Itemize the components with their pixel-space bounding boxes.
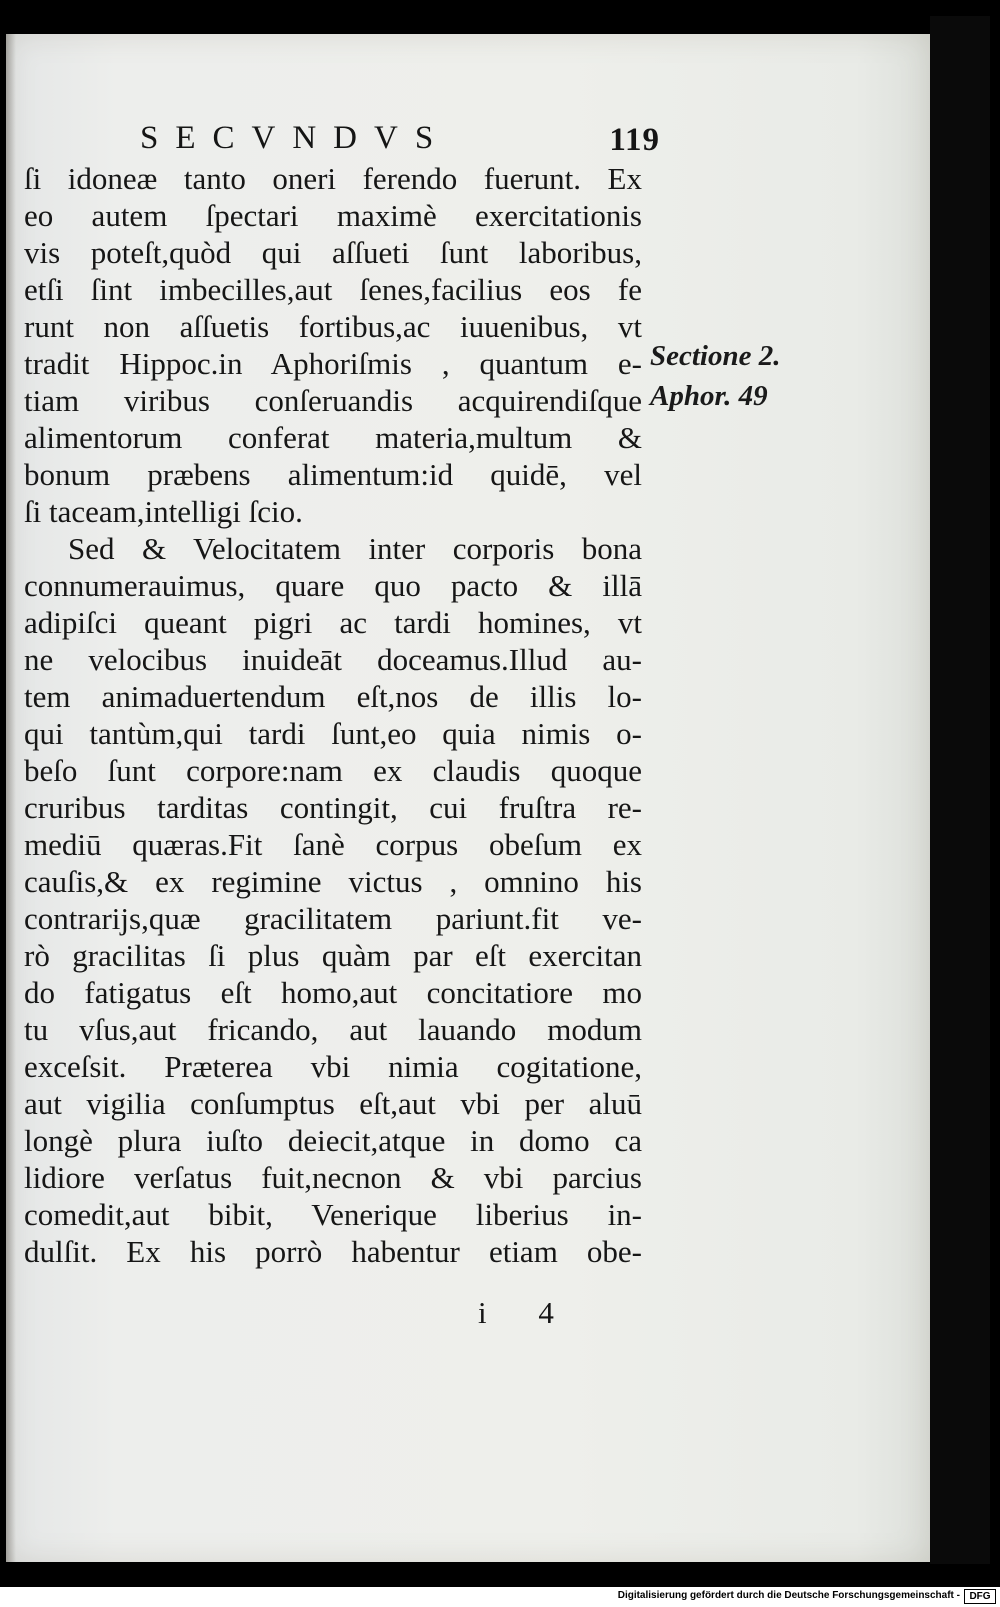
text-line: tem animaduertendum eſt,nos de illis lo- [24, 679, 642, 714]
body-text [24, 160, 642, 1270]
text-line: lidiore verſatus fuit,necnon & vbi parcius [24, 1160, 642, 1195]
margin-note [650, 336, 790, 416]
text-line: ſi taceam,intelligi ſcio. [24, 494, 303, 529]
text-line: alimentorum conferat materia,multum & [24, 420, 642, 455]
text-line: runt non aſſuetis fortibus,ac iuuenibus, vt [24, 309, 642, 344]
margin-note-line: Sectione 2. [650, 340, 781, 372]
text-line: beſo ſunt corpore:nam ex claudis quoque [24, 753, 642, 788]
page-number: 119 [609, 122, 660, 158]
text-line: rò gracilitas ſi plus quàm par eſt exercitan [24, 938, 642, 973]
signature-mark: i 4 [478, 1295, 576, 1330]
text-line: eo autem ſpectari maximè exercitationis [24, 198, 642, 233]
text-line: vis poteſt,quòd qui aſſueti ſunt laboribus, [24, 235, 642, 270]
text-line: do fatigatus eſt homo,aut concitatiore mo [24, 975, 642, 1010]
page-gutter-shadow [6, 34, 16, 1562]
text-line: exceſsit. Præterea vbi nimia cogitatione, [24, 1049, 642, 1084]
text-line: longè plura iuſto deiecit,atque in domo ca [24, 1123, 642, 1158]
text-line: dulſit. Ex his porrò habentur etiam obe- [24, 1234, 642, 1269]
text-line: ne velocibus inuideāt doceamus.Illud au- [24, 642, 642, 677]
text-line: tiam viribus conſeruandis acquirendiſque [24, 383, 642, 418]
text-line: cauſis,& ex regimine victus , omnino his [24, 864, 642, 899]
text-line: adipiſci queant pigri ac tardi homines, vt [24, 605, 642, 640]
text-line: tu vſus,aut fricando, aut lauando modum [24, 1012, 642, 1047]
dfg-logo: DFG [964, 1589, 996, 1604]
text-line: aut vigilia conſumptus eſt,aut vbi per aluū [24, 1086, 642, 1121]
text-line: Sed & Velocitatem inter corporis bona [68, 531, 642, 566]
footer-bar [0, 1587, 1000, 1607]
margin-note-line: Aphor. 49 [650, 380, 768, 412]
text-line: cruribus tarditas contingit, cui fruſtra re- [24, 790, 642, 825]
text-line: tradit Hippoc.in Aphoriſmis , quantum e- [24, 346, 642, 381]
text-line: comedit,aut bibit, Venerique liberius in- [24, 1197, 642, 1232]
text-line: contrarijs,quæ gracilitatem pariunt.fit ve- [24, 901, 642, 936]
text-line: ſi idoneæ tanto oneri ferendo fuerunt. Ex [24, 161, 642, 196]
text-line: connumerauimus, quare quo pacto & illā [24, 568, 642, 603]
text-line: qui tantùm,qui tardi ſunt,eo quia nimis o- [24, 716, 642, 751]
page-header [140, 120, 660, 164]
running-title: SECVNDVS [140, 120, 451, 156]
text-line: bonum præbens alimentum:id quidē, vel [24, 457, 642, 492]
scan-background-strip [930, 16, 990, 1564]
footer-credit: Digitalisierung gefördert durch die Deutsche Forschungsgemeinschaft - [617, 1590, 960, 1601]
text-line: etſi ſint imbecilles,aut ſenes,facilius eos fe [24, 272, 642, 307]
text-line: mediū quæras.Fit ſanè corpus obeſum ex [24, 827, 642, 862]
